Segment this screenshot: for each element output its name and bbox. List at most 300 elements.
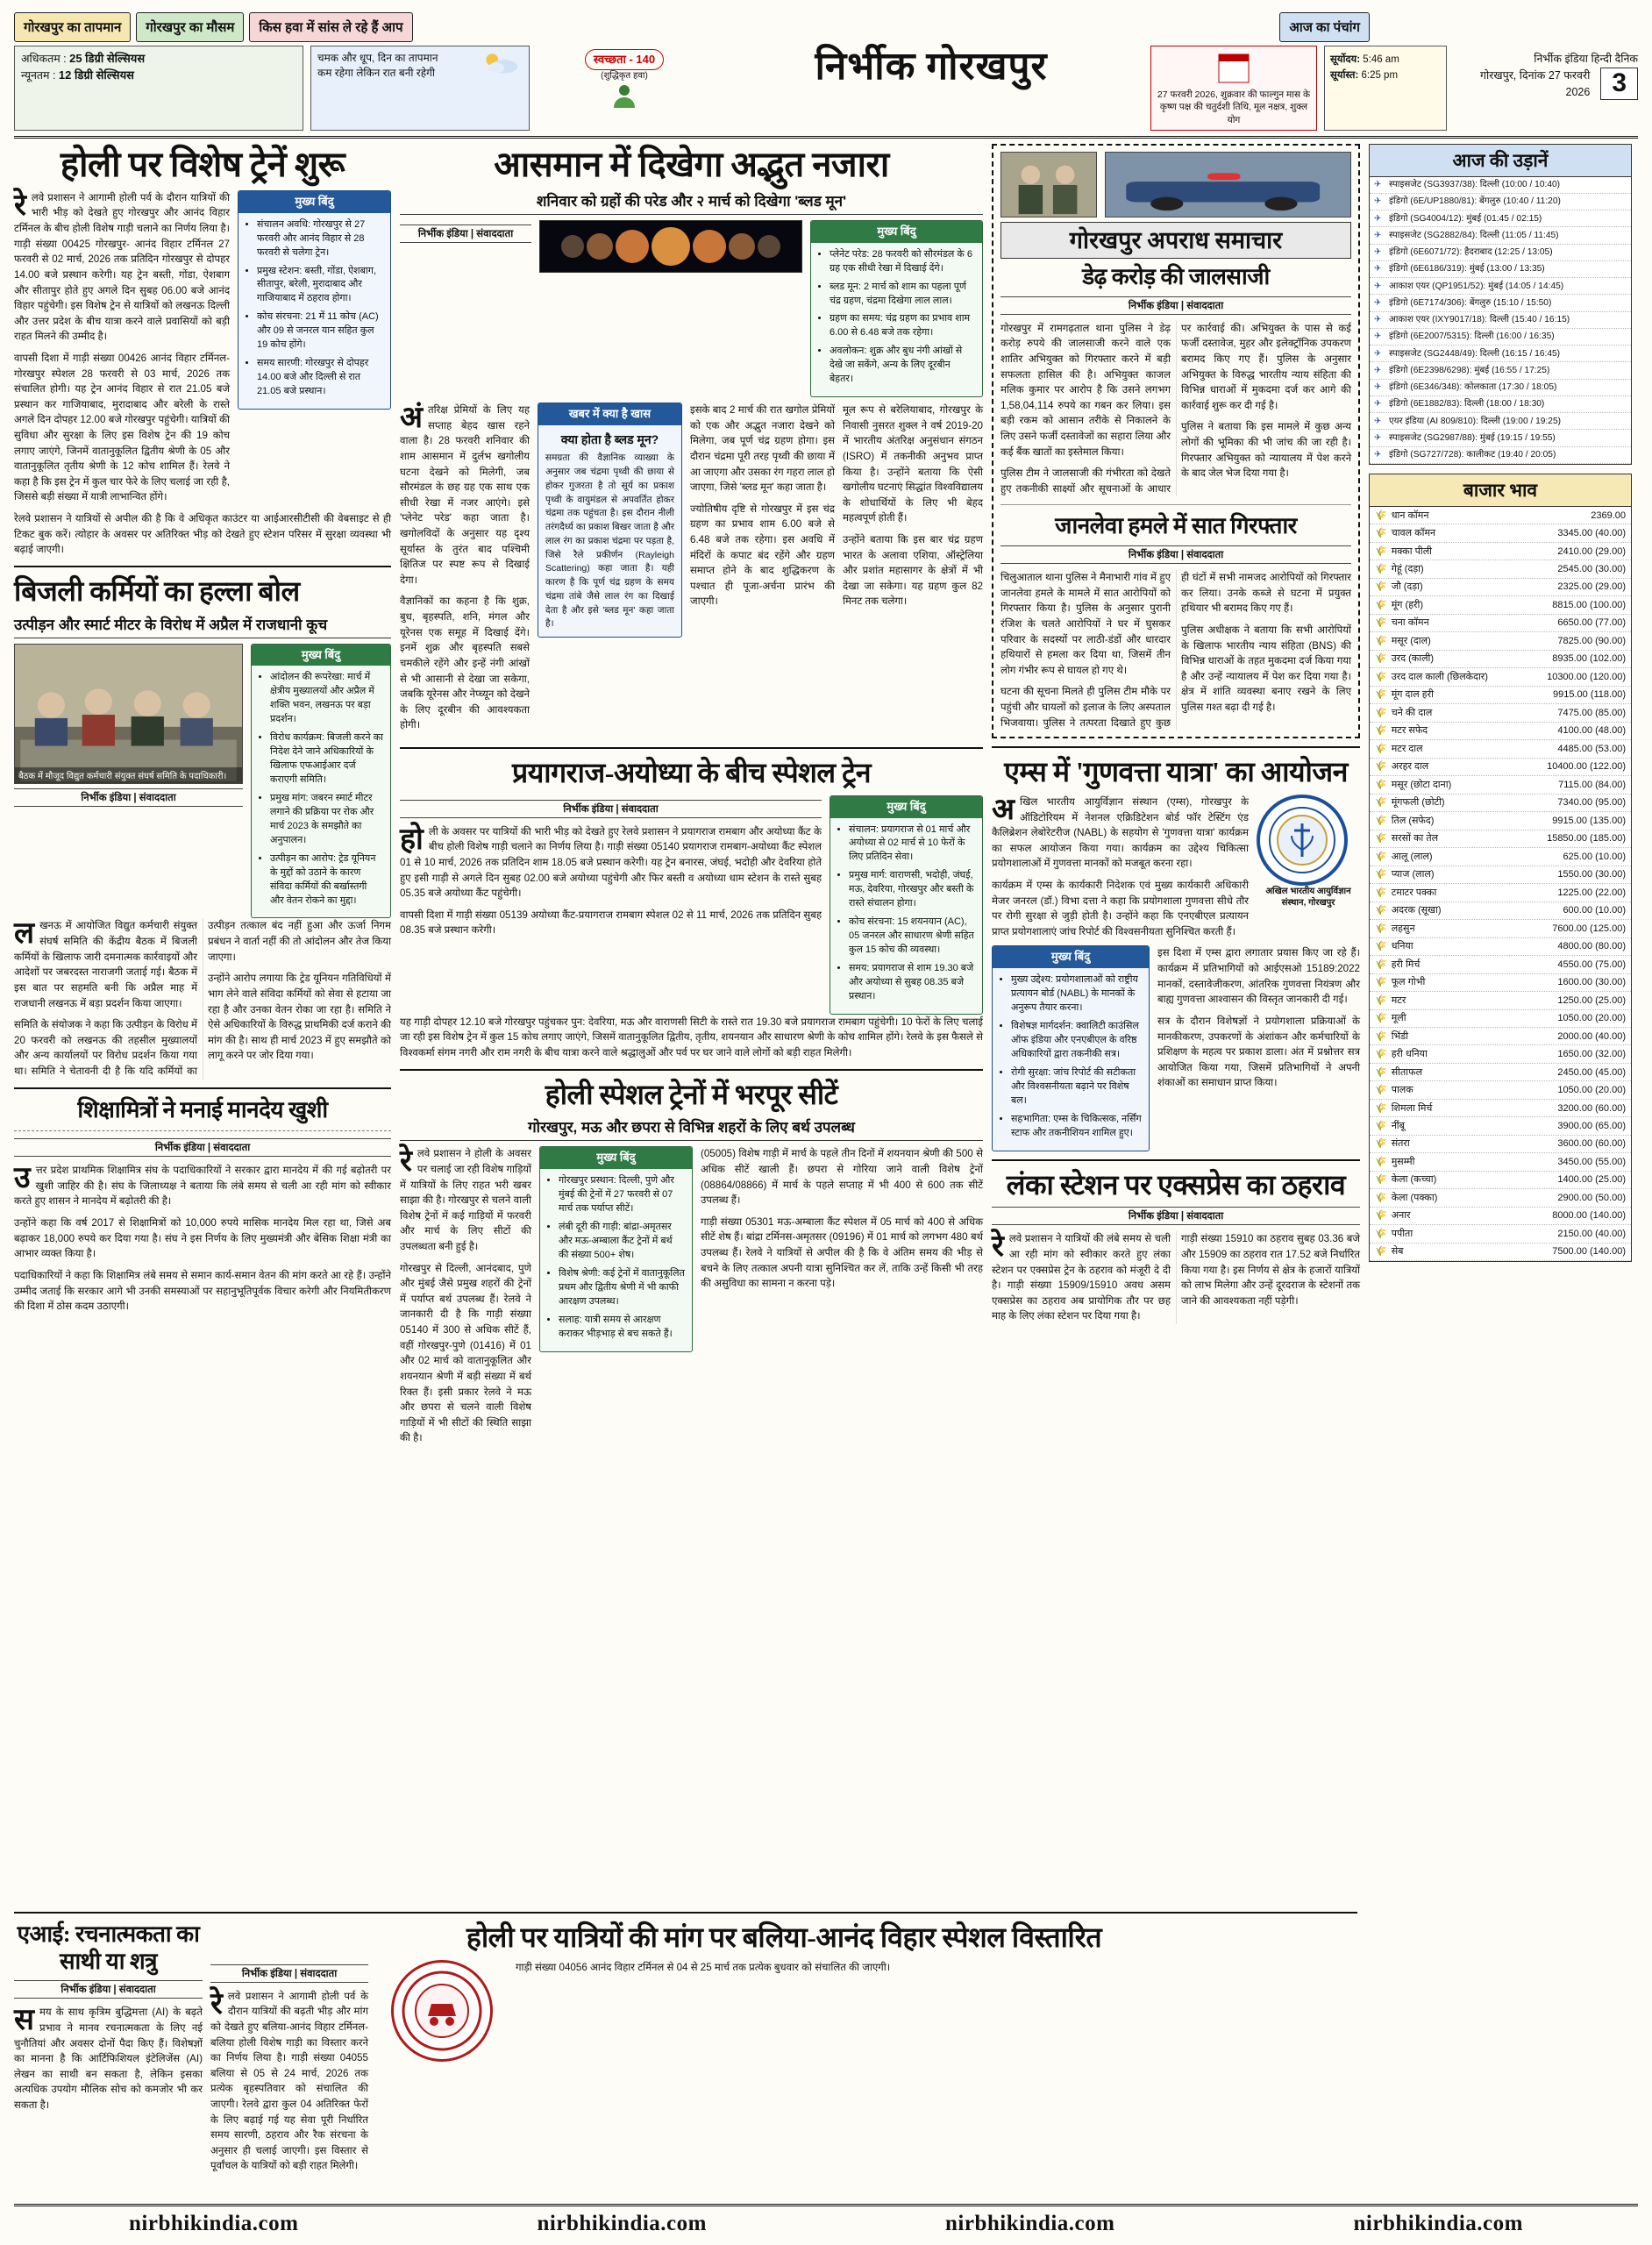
keypoint-item: • लंबी दूरी की गाड़ी: बांद्रा-अमृतसर और मऊ-अम्बाला कैंट ट्रेनों में बर्थ की संख्या 500+ शेष। [559,1221,685,1263]
market-item-name: लहसुन [1391,923,1415,934]
keypoint-item: • संचालन अवधि: गोरखपुर से 27 फरवरी और आनंद विहार से 28 फरवरी से चलेगा ट्रेन। [257,218,383,260]
keypoint-item: • प्रमुख स्टेशन: बस्ती, गोंडा, ऐशबाग, सीतापुर, बरेली, मुरादाबाद और गाजियाबाद में ठहराव होगा। [257,265,383,307]
bijli-para-1: लखनऊ में आयोजित विद्युत कर्मचारी संयुक्त संघर्ष समिति की केंद्रीय बैठक में बिजली कर्मियों के खिलाफ जारी दमनात्मक कार्रवाइयों और आदेशों पर जबरदस्त नाराजगी जताई गई। बैठक में इस बात पर सहमति बनी कि अप्रैल माह में राजधानी लखनऊ में बड़ा प्रदर्शन किया जाएगा। [14,917,197,1009]
flight-text: इंडिगो (SG4004/12): मुंबई (01:45 / 02:15) [1389,213,1542,224]
market-row [1370,812,1631,830]
edition-title: निर्भीक इंडिया हिन्दी दैनिक [1534,53,1638,65]
flight-text: स्पाइसजेट (SG2448/49): दिल्ली (16:15 / 16:45) [1389,348,1561,359]
grain-icon: 🌾 [1375,1210,1387,1222]
crime-photo-2 [1105,152,1351,217]
holi-trains-para-2: वापसी दिशा में गाड़ी संख्या 00426 आनंद विहार टर्मिनल-गोरखपुर स्पेशल 28 फरवरी से 03 मार्च, 2026 तक संचालित होगी। यह ट्रेन आनंद विहार से रात 21.05 बजे प्रस्थान कर गाजियाबाद, मुरादाबाद और बरेली के रास्ते अगले दिन दोपहर 12.00 बजे गोरखपुर पहुंचेगी। यात्रियों की सुविधा और सुरक्षा के लिए इस विशेष ट्रेन की 19 कोच लगाए जाएंगे, जिनमें वातानुकूलित द्वितीय श्रेणी के 05 और वातानुकूलित तृतीय श्रेणी के 12 कोच शामिल हैं। रेलवे ने कहा है कि इस ट्रेन में कुल चार फेरे के लिए चलाई जा रही है, जिससे बड़ी संख्या में यात्री लाभान्वित होंगे। [14,352,230,503]
keypoint-item: • ग्रहण का समय: चंद्र ग्रहण का प्रभाव शाम 6.00 से 6.48 बजे तक रहेगा। [830,312,975,340]
market-item-value: 2545.00 (30.00) [1557,563,1626,574]
grain-icon: 🌾 [1375,833,1387,845]
market-row [1370,1244,1631,1261]
market-row [1370,1010,1631,1028]
market-row [1370,974,1631,992]
market-item-value: 2325.00 (29.00) [1557,581,1626,593]
flight-row [1370,177,1631,194]
grain-icon: 🌾 [1375,905,1387,916]
prayagraj-keypoints [830,795,983,1015]
grain-icon: 🌾 [1375,581,1387,593]
market-item-name: हरी धनिया [1391,1049,1428,1060]
crime-story2-headline: जानलेवा हमले में सात गिरफ्तार [1055,513,1297,539]
flight-row [1370,261,1631,278]
keypoint-item: • विशेषज्ञ मार्गदर्शन: क्वालिटी काउंसिल ऑफ इंडिया और एनएबीएल के वरिष्ठ अधिकारियों द्वारा तकनीकी सत्र। [1011,1020,1142,1062]
page-number: 3 [1600,68,1638,100]
keypoint-item: • सहभागिता: एम्स के चिकित्सक, नर्सिंग स्टाफ और तकनीशियन शामिल हुए। [1011,1113,1142,1141]
market-item-name: चना कॉमन [1391,617,1429,629]
market-item-name: मूंग (हरी) [1391,599,1424,610]
market-item-name: शिमला मिर्च [1391,1102,1433,1114]
column-left [14,144,391,1452]
bijli-headline: बिजली कर्मियों का हल्ला बोल [14,574,300,607]
ballia-byline: निर्भीक इंडिया | संवाददाता [210,1964,368,1983]
crime-story1-byline: निर्भीक इंडिया | संवाददाता [1000,296,1351,315]
sun-cloud-icon [481,52,522,75]
market-item-name: मटर दाल [1391,743,1423,754]
market-item-name: भिंडी [1391,1030,1409,1042]
market-row [1370,1028,1631,1045]
market-item-name: नींबू [1391,1121,1405,1131]
market-item-value: 9915.00 (135.00) [1552,815,1626,826]
flight-row [1370,447,1631,464]
market-row [1370,1225,1631,1243]
plane-icon: ✈ [1374,264,1382,274]
market-item-name: अरहर दाल [1391,761,1429,773]
keypoint-item: • समय: प्रयागराज से शाम 19.30 बजे और अयोध्या से सुबह 08.35 बजे प्रस्थान। [849,962,975,1004]
sky-event-sidebox [538,403,682,638]
plane-icon: ✈ [1374,416,1382,426]
flight-row [1370,380,1631,396]
market-item-value: 4550.00 (75.00) [1557,959,1626,970]
sunrise-label: सूर्योदय: [1330,54,1361,65]
flight-row [1370,362,1631,379]
top-strip [14,12,1638,42]
flight-text: इंडिगो (SG727/728): कालीकट (19:40 / 20:05) [1389,450,1556,460]
market-item-name: आलू (लाल) [1391,851,1433,862]
grain-icon: 🌾 [1375,528,1387,539]
lanka-para-2: गाड़ी संख्या 15910 का ठहराव सुबह 03.36 बजे और 15909 का ठहराव रात 17.52 बजे निर्धारित किया गया है। इस निर्णय से क्षेत्र के हजारों यात्रियों को लाभ मिलेगा और उन्हें दूरदराज के स्टेशनों तक जाने की आवश्यकता नहीं पड़ेगी। [1181,1233,1360,1307]
sky-event-para-5: मूल रूप से बरेलियाबाद, गोरखपुर के निवासी नुसरत शुक्ल ने वर्ष 2019-20 में भारतीय अंतरिक्ष अनुसंधान संगठन (ISRO) में तकनीकी अनुभव प्राप्त किया है। उन्होंने बताया कि ऐसी खगोलीय घटनाएं सिद्धांत विश्वविद्यालय के शोधार्थियों के लिए भी बेहद महत्वपूर्ण होती हैं। [843,404,983,524]
holi-trains-para-1: रेलवे प्रशासन ने आगामी होली पर्व के दौरान यात्रियों की भारी भीड़ को देखते हुए गोरखपुर और आनंद विहार टर्मिनल के बीच होली विशेष गाड़ी चलाने का निर्णय लिया है। गाड़ी संख्या 00425 गोरखपुर- आनंद विहार टर्मिनल 27 फरवरी से 02 मार्च, 2026 तक प्रतिदिन गोरखपुर से दोपहर 14.00 बजे प्रस्थान करेगी। यह ट्रेन बस्ती, गोंडा, ऐशबाग और सीतापुर होते हुए अगले दिन सुबह 06.00 बजे आनंद विहार पहुंचेगी। इस विशेष ट्रेन से यात्रियों को लखनऊ दिल्ली और उत्तर प्रदेश के बीच यात्रा करने वाले प्रवासियों को बड़ी राहत मिलने की उम्मीद है। [14,189,230,343]
ai-headline: एआई: रचनात्मकता का साथी या शत्रु [17,1921,200,1974]
keypoint-item: • विशेष श्रेणी: कई ट्रेनों में वातानुकूलित प्रथम और द्वितीय श्रेणी में भी काफी आरक्षण उपलब्ध। [559,1267,685,1309]
grain-icon: 🌾 [1375,617,1387,629]
market-item-value: 10300.00 (120.00) [1547,671,1626,682]
grain-icon: 🌾 [1375,1030,1387,1042]
footer-site-4[interactable]: nirbhikindia.com [1353,2212,1523,2235]
market-item-value: 7475.00 (85.00) [1557,707,1626,718]
footer-site-3[interactable]: nirbhikindia.com [945,2212,1115,2235]
market-item-value: 9915.00 (118.00) [1553,689,1626,701]
market-item-name: मूंग दाल हरी [1391,689,1434,701]
market-item-name: हरी मिर्च [1391,959,1421,970]
market-item-value: 1600.00 (30.00) [1557,977,1626,988]
flight-text: स्पाइसजेट (SG3937/38): दिल्ली (10:00 / 10:40) [1389,180,1561,190]
keypoints-title: मुख्य बिंदु [830,796,982,818]
shiksha-mitra-para-2: उन्होंने कहा कि वर्ष 2017 से शिक्षामित्रों को 10,000 रुपये मासिक मानदेय मिल रहा था, जिसे अब बढ़ाकर 18,000 रुपये कर दिया गया है। संघ ने इस निर्णय के लिए मुख्यमंत्री और बेसिक शिक्षा मंत्री का आभार व्यक्त किया है। [14,1217,391,1260]
grain-icon: 🌾 [1375,761,1387,773]
market-item-value: 1250.00 (25.00) [1557,994,1626,1006]
temp-min-label: न्यूनतम : [21,68,56,82]
aiims-logo [1257,795,1348,886]
holi-trains-keypoints [238,190,391,410]
strip-aqi-label: किस हवा में सांस ले रहे हैं आप [249,12,412,42]
market-row [1370,1136,1631,1153]
holi-trains-para-3: रेलवे प्रशासन ने यात्रियों से अपील की है कि वे अधिकृत काउंटर या आईआरसीटीसी की वेबसाइट से ही टिकट बुक करें। त्योहार के अवसर पर अतिरिक्त भीड़ को देखते हुए स्टेशन परिसर में सुरक्षा व्यवस्था भी बढ़ाई जाएगी। [14,513,391,556]
footer-site-2[interactable]: nirbhikindia.com [537,2212,707,2235]
sunrise-sunset-box [1324,46,1447,131]
police-illustration [1001,153,1096,217]
market-row [1370,938,1631,956]
bijli-byline: निर्भीक इंडिया | संवाददाता [14,788,243,807]
flight-row [1370,312,1631,329]
keypoints-title: मुख्य बिंदु [540,1147,692,1169]
plane-icon: ✈ [1374,331,1382,342]
moon-phase [729,233,755,260]
flight-row [1370,413,1631,430]
flight-row [1370,396,1631,413]
sidebox-head: क्या होता है ब्लड मून? [560,432,659,446]
weather-line1: चमक और धूप, दिन का तापमान [317,52,438,64]
crime-story2-byline: निर्भीक इंडिया | संवाददाता [1000,545,1351,564]
grain-icon: 🌾 [1375,1138,1387,1150]
market-item-value: 7340.00 (95.00) [1557,797,1626,809]
masthead [14,46,1638,139]
aiims-headline: एम्स में 'गुणवत्ता यात्रा' का आयोजन [1004,756,1348,788]
market-row [1370,1045,1631,1063]
grain-icon: 🌾 [1375,1013,1387,1024]
market-item-value: 7115.00 (84.00) [1558,779,1626,790]
plane-icon: ✈ [1374,450,1382,460]
plane-icon: ✈ [1374,196,1382,207]
flight-text: इंडिगो (6E346/348): कोलकाता (17:30 / 18:05) [1389,382,1557,393]
masthead-title-block [719,46,1143,131]
panchang-box [1150,46,1317,131]
market-title: बाजार भाव [1370,474,1631,507]
grain-icon: 🌾 [1375,941,1387,952]
holi-seats-subhead: गोरखपुर, मऊ और छपरा से विभिन्न शहरों के लिए बर्थ उपलब्ध [400,1116,983,1141]
plane-icon: ✈ [1374,365,1382,375]
keypoints-title: मुख्य बिंदु [252,645,390,666]
market-item-value: 8815.00 (100.00) [1552,599,1626,610]
grain-icon: 🌾 [1375,1121,1387,1131]
person-icon [605,83,644,110]
market-item-name: प्याज (लाल) [1391,869,1435,880]
market-row [1370,687,1631,704]
market-item-value: 1050.00 (20.00) [1557,1013,1626,1024]
grain-icon: 🌾 [1375,671,1387,682]
holi-seats-para-3: (05005) विशेष गाड़ी में मार्च के पहले तीन दिनों में शयनयान श्रेणी की 500 से अधिक सीटें खाली हैं। छपरा से गोरिया जाने वाली विशेष ट्रेनों (08864/08866) में मार्च के पहले सप्ताह में भी 400 से 600 तक सीटें उपलब्ध हैं। [701,1148,983,1207]
article-holi-trains [14,144,391,558]
market-row [1370,704,1631,722]
crime-section [992,144,1360,739]
holi-seats-keypoints [539,1146,693,1351]
flight-text: इंडिगो (6E2007/5315): दिल्ली (16:00 / 16:35) [1389,331,1555,342]
aiims-logo-caption: अखिल भारतीय आयुर्विज्ञान संस्थान, गोरखपुर [1265,886,1351,909]
market-item-name: पपीता [1391,1228,1413,1239]
market-item-value: 15850.00 (185.00) [1547,833,1626,845]
moon-phase [587,233,613,260]
prayagraj-para-3: यह गाड़ी दोपहर 12.10 बजे गोरखपुर पहुंचकर पुन: देवरिया, मऊ और वाराणसी सिटी के रास्ते रात 19.30 बजे प्रयागराज रामबाग पहुंचेगी। 10 फेरों के लिए चलाई जा रही इस विशेष ट्रेन में कुल 15 कोच लगाए जाएंगे, जिसमें वातानुकूलित द्वितीय, तृतीय, शयनयान और साधारण श्रेणी के कोच शामिल होंगे। रेलवे के इस फैसले से विश्वकर्मा संगम नगरी और राम नगरी के बीच यात्रा करने वाले श्रद्धालुओं और पर्व पर घर जाने वाले लोगों को बड़ी राहत मिलेगी। [400,1016,983,1059]
market-item-name: संतरा [1391,1138,1410,1150]
grain-icon: 🌾 [1375,869,1387,880]
market-item-name: टमाटर पक्का [1391,887,1437,898]
keypoint-item: • प्लेनेट परेड: 28 फरवरी को सौरमंडल के 6 ग्रह एक सीधी रेखा में दिखाई देंगे। [830,248,975,276]
market-item-value: 3345.00 (40.00) [1557,528,1626,539]
grain-icon: 🌾 [1375,510,1387,521]
ballia-para-1: रेलवे प्रशासन ने आगामी होली पर्व के दौरान यात्रियों की बढ़ती भीड़ और मांग को देखते हुए बलिया-आनंद विहार टर्मिनल-बलिया होली विशेष गाड़ी का विस्तार करने का निर्णय लिया है। गाड़ी संख्या 04055 बलिया से 05 से 24 मार्च, 2026 तक प्रत्येक बृहस्पतिवार को संचालित की जाएगी। रेलवे द्वारा कुल 04 अतिरिक्त फेरों के लिए बढ़ाई गई यह सेवा पूरी निर्धारित समय सारणी, ठहराव और रैक संरचना के अनुसार ही चलाई जाएगी। इस विस्तार से पूर्वांचल के यात्रियों को बड़ी राहत मिलेगी। [210,1987,368,2172]
sky-event-para-1: अंतरिक्ष प्रेमियों के लिए यह सप्ताह बेहद खास रहने वाला है। 28 फरवरी शनिवार की शाम आसमान में दुर्लभ खगोलीय घटना देखने को मिलेगी, जब सौरमंडल के छह ग्रह एक साथ एक सीधी रेखा में नजर आएंगे। इसे 'प्लेनेट परेड' कहा जाता है। खगोलविदों के अनुसार यह दृश्य सूर्यास्त के तुरंत बाद पश्चिमी क्षितिज पर स्पष्ट रूप से दिखाई देगा। [400,402,530,586]
shiksha-mitra-para-1: उत्तर प्रदेश प्राथमिक शिक्षामित्र संघ के पदाधिकारियों ने सरकार द्वारा मानदेय में की गई बढ़ोतरी पर खुशी जाहिर की है। संघ के जिलाध्यक्ष ने बताया कि लंबे समय से चली आ रही मांग को स्वीकार करते हुए शासन ने मानदेय में बढ़ोतरी की है। [14,1162,391,1208]
flight-text: इंडिगो (6E6071/72): हैदराबाद (12:25 / 13:05) [1389,247,1553,258]
article-holi-seats [400,1079,983,1452]
sidebox-text: समग्रता की वैज्ञानिक व्याख्या के अनुसार जब चंद्रमा पृथ्वी की छाया से होकर गुजरता है तो सूर्य का प्रकाश पृथ्वी के वायुमंडल से अपवर्तित होकर चंद्रमा तक पहुंचता है। इस दौरान नीली तरंगदैर्ध्य का प्रकाश बिखर जाता है और लाल रंग का प्रकाश चंद्रमा पर पड़ता है, जिसे रैले प्रकीर्णन (Rayleigh Scattering) कहा जाता है। यही कारण है कि पूर्ण चंद्र ग्रहण के समय चंद्रमा तांबे जैसे लाल रंग का दिखाई देता है और इसे 'ब्लड मून' कहा जाता है। [545,453,674,630]
market-item-value: 2150.00 (40.00) [1557,1228,1626,1239]
market-row [1370,723,1631,740]
market-row [1370,507,1631,524]
moon-phase [561,235,584,258]
keypoint-item: • प्रमुख मार्ग: वाराणसी, भदोही, जंघई, मऊ, देवरिया, गोरखपुर और बस्ती के रास्ते संचालन होगा। [849,869,975,911]
keypoint-item: • अवलोकन: शुक्र और बुध नंगी आंखों से देखे जा सकेंगे, अन्य के लिए दूरबीन बेहतर। [830,345,975,387]
weather-box [310,46,530,131]
market-item-value: 3450.00 (55.00) [1557,1156,1626,1167]
market-row [1370,1172,1631,1189]
market-item-name: केला (कच्चा) [1391,1174,1437,1186]
aiims-para-1: अखिल भारतीय आयुर्विज्ञान संस्थान (एम्स), गोरखपुर के ऑडिटोरियम में नेशनल एक्रिडिटेशन बोर्ड फॉर टेस्टिंग एंड कैलिब्रेशन लेबोरेटरीज (NABL) के सहयोग से 'गुणवत्ता यात्रा' कार्यक्रम का सफल आयोजन किया गया। कार्यक्रम का उद्देश्य चिकित्सा प्रयोगशालाओं में गुणवत्ता मानकों को मजबूत करना रहा। [992,793,1249,870]
keypoints-title: मुख्य बिंदु [811,221,982,243]
market-item-name: मटर [1391,994,1406,1006]
sky-event-para-2: वैज्ञानिकों का कहना है कि शुक्र, बुध, बृहस्पति, शनि, मंगल और यूरेनस एक समूह में दिखाई देंगे। इनमें शुक्र और बृहस्पति सबसे चमकीले रहेंगे और इन्हें नंगी आंखों से भी आसानी से देखा जा सकेगा, जबकि यूरेनस और नेप्च्यून को देखने के लिए दूरबीन की आवश्यकता होगी। [400,595,530,731]
sky-event-para-4: ज्योतिषीय दृष्टि से गोरखपुर में इस चंद्र ग्रहण का प्रभाव शाम 6.00 बजे से 6.48 बजे तक रहेगा। इस अवधि में मंदिरों के कपाट बंद रहेंगे और ग्रहण समाप्त होने के बाद शुद्धिकरण के पश्चात ही पूजा-अर्चना प्रारंभ की जाएगी। [690,502,835,608]
article-bijli [14,575,391,1080]
keypoint-item: • प्रमुख मांग: जबरन स्मार्ट मीटर लगाने की प्रक्रिया पर रोक और मार्च 2023 के समझौते का अनुपालन। [270,792,383,848]
flight-row [1370,346,1631,362]
grain-icon: 🌾 [1375,797,1387,809]
flight-row [1370,194,1631,210]
plane-icon: ✈ [1374,382,1382,393]
ai-byline: निर्भीक इंडिया | संवाददाता [14,1980,203,1999]
aqi-value: स्वच्छता - 140 [585,49,664,70]
aqi-box [537,46,712,131]
market-item-name: धान कॉमन [1391,510,1429,521]
market-item-name: उरद दाल काली (छिलकेदार) [1391,671,1488,682]
market-row [1370,830,1631,848]
bijli-para-2: समिति के संयोजक ने कहा कि उत्पीड़न के विरोध में 20 फरवरी को लखनऊ की तहसील मुख्यालयों और अन्य कार्यालयों पर विरोध प्रदर्शन किया गया था। समिति ने चेतावनी दी है कि यदि कर्मियों का उत्पीड़न तत्काल बंद नहीं हुआ और ऊर्जा निगम प्रबंधन ने वार्ता नहीं की तो आंदोलन और तेज किया जाएगा। [14,920,391,1077]
shiksha-mitra-para-3: पदाधिकारियों ने कहा कि शिक्षामित्र लंबे समय से समान कार्य-समान वेतन की मांग करते आ रहे हैं। उन्होंने उम्मीद जताई कि सरकार आगे भी उनकी समस्याओं पर सहानुभूतिपूर्वक विचार करेगी और नियमितीकरण की दिशा में ठोस कदम उठाएगी। [14,1269,391,1313]
market-item-name: अनार [1391,1210,1411,1222]
grain-icon: 🌾 [1375,1066,1387,1078]
market-item-value: 2410.00 (29.00) [1557,545,1626,557]
crime-story2-para-3: पुलिस अधीक्षक ने बताया कि सभी आरोपियों के खिलाफ भारतीय न्याय संहिता (BNS) की विभिन्न धाराओं के तहत मुकदमा दर्ज किया गया है और उन्हें न्यायालय में पेश कर दिया गया है। क्षेत्र में शांति व्यवस्था बनाए रखने के लिए पुलिस गश्त बढ़ा दी गई है। [1181,624,1351,713]
article-prayagraj [400,757,983,1061]
market-list [1370,507,1631,1261]
plane-icon: ✈ [1374,315,1382,325]
aiims-para-4: सत्र के दौरान विशेषज्ञों ने प्रयोगशाला प्रक्रियाओं के मानकीकरण, उपकरणों के अंशांकन और कर्मचारियों के प्रशिक्षण के महत्व पर प्रकाश डाला। अंत में प्रश्नोत्तर सत्र आयोजित किया गया, जिसमें प्रतिभागियों ने अपनी शंकाओं का समाधान प्राप्त किया। [1157,1015,1360,1089]
grain-icon: 🌾 [1375,1228,1387,1239]
market-row [1370,866,1631,884]
plane-icon: ✈ [1374,281,1382,291]
edition-place-date: गोरखपुर, दिनांक 27 फरवरी 2026 [1479,68,1591,98]
bottom-band [14,1904,1357,2180]
market-row [1370,1153,1631,1171]
market-item-value: 8935.00 (102.00) [1552,653,1626,665]
market-row [1370,848,1631,866]
shiksha-mitra-headline: शिक्षामित्रों ने मनाई मानदेय खुशी [77,1096,328,1122]
market-item-value: 1650.00 (32.00) [1557,1049,1626,1060]
bijli-photo-caption: बैठक में मौजूद विद्युत कर्मचारी संयुक्त संघर्ष समिति के पदाधिकारी। [15,767,242,783]
market-row [1370,1208,1631,1225]
keypoint-item: • मुख्य उद्देश्य: प्रयोगशालाओं को राष्ट्रीय प्रत्यायन बोर्ड (NABL) के मानकों के अनुरूप तैयार करना। [1011,973,1142,1016]
grain-icon: 🌾 [1375,545,1387,557]
market-item-value: 4800.00 (80.00) [1557,941,1626,952]
market-row [1370,1064,1631,1081]
market-item-value: 2369.00 [1591,510,1626,521]
strip-panchang-label: आज का पंचांग [1279,12,1370,42]
grain-icon: 🌾 [1375,743,1387,754]
prayagraj-para-2: वापसी दिशा में गाड़ी संख्या 05139 अयोध्या कैंट-प्रयागराज रामबाग स्पेशल 02 से 11 मार्च, 2026 तक प्रतिदिन सुबह 08.35 बजे प्रस्थान करेगी। [400,909,822,937]
crime-photo [1000,152,1097,217]
flight-text: इंडिगो (6E6186/319): मुंबई (13:00 / 13:35) [1389,264,1545,274]
flight-row [1370,278,1631,295]
ai-para-1: समय के साथ कृत्रिम बुद्धिमत्ता (AI) के बढ़ते प्रभाव ने मानव रचनात्मकता के लिए नई चुनौतियां और अवसर दोनों पैदा किए हैं। विशेषज्ञों का मानना है कि आर्टिफिशियल इंटेलिजेंस (AI) लेखन का साथी बन सकता है, लेकिन इसका अत्यधिक उपयोग मौलिक सोच को कमजोर भी कर सकता है। [14,2004,203,2111]
calendar-icon [1216,50,1251,85]
flight-row [1370,430,1631,446]
holi-seats-headline: होली स्पेशल ट्रेनों में भरपूर सीटें [545,1078,838,1110]
footer-site-1[interactable]: nirbhikindia.com [129,2212,299,2235]
prayagraj-byline: निर्भीक इंडिया | संवाददाता [400,800,822,818]
grain-icon: 🌾 [1375,689,1387,701]
market-item-name: मूंगफली (छोटी) [1391,797,1445,809]
lanka-byline: निर्भीक इंडिया | संवाददाता [992,1207,1360,1225]
market-item-value: 6650.00 (77.00) [1557,617,1626,629]
plane-icon: ✈ [1374,399,1382,410]
aqi-note: (शुद्धिकृत हवा) [601,70,648,81]
market-item-value: 1225.00 (22.00) [1557,887,1626,898]
grain-icon: 🌾 [1375,923,1387,934]
grain-icon: 🌾 [1375,977,1387,988]
grain-icon: 🌾 [1375,994,1387,1006]
keypoint-item: • विरोध कार्यक्रम: बिजली करने का निदेश देने जाने अधिकारियों के खिलाफ एफआईआर दर्ज कराएगी समिति। [270,731,383,788]
grain-icon: 🌾 [1375,725,1387,737]
market-item-value: 7600.00 (125.00) [1552,923,1626,934]
grain-icon: 🌾 [1375,1049,1387,1060]
bijli-keypoints [251,644,391,919]
keypoint-item: • सलाह: यात्री समय से आरक्षण कराकर भीड़भाड़ से बच सकते हैं। [559,1314,685,1342]
keypoints-title: मुख्य बिंदु [239,191,390,213]
sky-event-para-6: उन्होंने बताया कि इस बार चंद्र ग्रहण भारत के अलावा एशिया, ऑस्ट्रेलिया और प्रशांत महासागर के क्षेत्रों में भी देखा जा सकेगा। यह ग्रहण कुल 82 मिनट तक चलेगा। [843,534,983,608]
market-item-name: अदरक (सूखा) [1391,905,1442,916]
footer [14,2204,1638,2236]
plane-icon: ✈ [1374,230,1382,240]
market-item-name: मूली [1391,1013,1406,1024]
police-vehicle-illustration [1106,153,1350,217]
plane-icon: ✈ [1374,348,1382,359]
market-row [1370,632,1631,650]
market-item-name: मसूर (दाल) [1391,635,1431,646]
market-row [1370,1117,1631,1135]
market-item-value: 3600.00 (60.00) [1557,1138,1626,1150]
temperature-box [14,46,303,131]
flight-row [1370,295,1631,311]
lanka-para-1: रेलवे प्रशासन ने यात्रियों की लंबे समय से चली आ रही मांग को स्वीकार करते हुए लंका स्टेशन पर एक्सप्रेस ट्रेन के ठहराव को मंजूरी दे दी है। गाड़ी संख्या 15909/15910 अवध असम एक्सप्रेस का ठहराव अब प्रायोगिक तौर पर छह माह के लिए लंका स्टेशन पर दिया गया है। [992,1230,1171,1322]
holi-trains-headline: होली पर विशेष ट्रेनें शुरू [60,144,345,184]
market-item-value: 1400.00 (25.00) [1557,1174,1626,1186]
ballia-headline: होली पर यात्रियों की मांग पर बलिया-आनंद विहार स्पेशल विस्तारित [466,1921,1102,1953]
keypoint-item: • ब्लड मून: 2 मार्च को शाम का पहला पूर्ण चंद्र ग्रहण, चंद्रमा दिखेगा लाल लाल। [830,281,975,309]
market-item-value: 600.00 (10.00) [1563,905,1626,916]
market-item-name: मटर सफेद [1391,725,1428,737]
market-row [1370,759,1631,776]
market-item-value: 1050.00 (20.00) [1557,1085,1626,1096]
crime-section-banner: गोरखपुर अपराध समाचार [1000,222,1351,259]
market-item-name: गेहूं (दड़ा) [1391,563,1424,574]
flight-text: इंडिगो (6E/UP1880/81): बेंगलुरु (10:40 / 11:20) [1389,196,1561,207]
grain-icon: 🌾 [1375,887,1387,898]
sky-event-headline: आसमान में दिखेगा अद्भुत नजारा [494,144,889,184]
market-item-value: 4485.00 (53.00) [1557,743,1626,754]
flight-text: आकाश एयर (QP1951/52): मुंबई (14:05 / 14:45) [1389,281,1564,291]
temp-max-value: 25 डिग्री सेल्सियस [69,52,146,65]
market-row [1370,740,1631,758]
grain-icon: 🌾 [1375,1246,1387,1258]
publication-name: निर्भीक गोरखपुर [815,45,1048,88]
article-shiksha-mitra [14,1097,391,1315]
market-item-name: सरसों का तेल [1391,833,1439,845]
lanka-headline: लंका स्टेशन पर एक्सप्रेस का ठहराव [1006,1168,1346,1201]
keypoint-item: • रोगी सुरक्षा: जांच रिपोर्ट की सटीकता और विश्वसनीयता बढ़ाने पर विशेष बल। [1011,1066,1142,1108]
keypoint-item: • आंदोलन की रूपरेखा: मार्च में क्षेत्रीय मुख्यालयों और अप्रैल में शक्ति भवन, लखनऊ पर बड़ा प्रदर्शन। [270,671,383,727]
grain-icon: 🌾 [1375,779,1387,790]
column-right-rail [1369,144,1632,1452]
market-row [1370,1081,1631,1099]
market-item-name: फूल गोभी [1391,977,1426,988]
grain-icon: 🌾 [1375,1085,1387,1096]
article-sky-event [400,144,983,739]
market-row [1370,1189,1631,1207]
indian-railways-logo [391,1960,493,2062]
grain-icon: 🌾 [1375,1156,1387,1167]
market-row [1370,776,1631,794]
meeting-photo-illustration [15,645,242,783]
flight-text: इंडिगो (6E7174/306): बेंगलुरु (15:10 / 15:50) [1389,297,1552,308]
market-item-name: केला (पक्का) [1391,1192,1438,1203]
market-item-name: सेब [1391,1246,1404,1258]
market-item-value: 4100.00 (48.00) [1557,725,1626,737]
plane-icon: ✈ [1374,180,1382,190]
sky-event-subhead: शनिवार को ग्रहों की परेड और २ मार्च को दिखेगा 'ब्लड मून' [400,190,983,215]
edition-meta [1454,46,1638,131]
column-crime [992,144,1360,1452]
market-row [1370,524,1631,542]
flight-text: स्पाइसजेट (SG2987/88): मुंबई (19:15 / 19:55) [1389,432,1556,443]
shiksha-mitra-byline: निर्भीक इंडिया | संवाददाता [14,1138,391,1157]
temp-min-value: 12 डिग्री सेल्सियस [58,68,134,82]
market-row [1370,615,1631,632]
crime-story1-para-2: पुलिस टीम ने जालसाजी की गंभीरता को देखते हुए तकनीकी साक्ष्यों और सूचनाओं के आधार पर कार्रवाई की। अभियुक्त के पास से कई फर्जी दस्तावेज, मुहर और इलेक्ट्रॉनिक उपकरण बरामद किए गए हैं। पुलिस के अनुसार अभियुक्त के विरुद्ध भारतीय न्याय संहिता की विभिन्न धाराओं में मुकदमा दर्ज कर आगे की कार्रवाई शुरू कर दी गई है। [1000,322,1351,495]
sky-event-byline: निर्भीक इंडिया | संवाददाता [400,224,531,243]
grain-icon: 🌾 [1375,599,1387,610]
holi-seats-para-1: रेलवे प्रशासन ने होली के अवसर पर चलाई जा रही विशेष गाड़ियों में यात्रियों के लिए राहत भरी खबर साझा की है। गोरखपुर से चलने वाली विशेष ट्रेनों में कई गाड़ियों में फरवरी और मार्च के लिए सीटों की उपलब्धता बनी हुई है। [400,1145,531,1253]
market-row [1370,543,1631,560]
market-item-name: पालक [1391,1085,1413,1096]
moon-phase [758,235,780,258]
flight-text: स्पाइसजेट (SG2882/84): दिल्ली (11:05 / 11:45) [1389,230,1559,240]
flight-row [1370,329,1631,346]
prayagraj-para-1: होली के अवसर पर यात्रियों की भारी भीड़ को देखते हुए रेलवे प्रशासन ने प्रयागराज रामबाग और अयोध्या कैंट के बीच होली विशेष गाड़ी चलाने का निर्णय लिया है। गाड़ी संख्या 05140 प्रयागराज रामबाग-अयोध्या कैंट स्पेशल 01 से 10 मार्च, 2026 तक प्रतिदिन शाम 18.05 बजे प्रस्थान करेगी। यह ट्रेन बनारस, जंघई, भदोही और देवरिया होते हुए इसी गाड़ी से अगले दिन सुबह 02.00 बजे अयोध्या पहुंचेगी और फिर बस्ती व अयोध्या धाम स्टेशन के रास्ते सुबह 05.35 बजे अयोध्या कैंट पहुंचेगी। [400,823,822,900]
market-row [1370,579,1631,596]
